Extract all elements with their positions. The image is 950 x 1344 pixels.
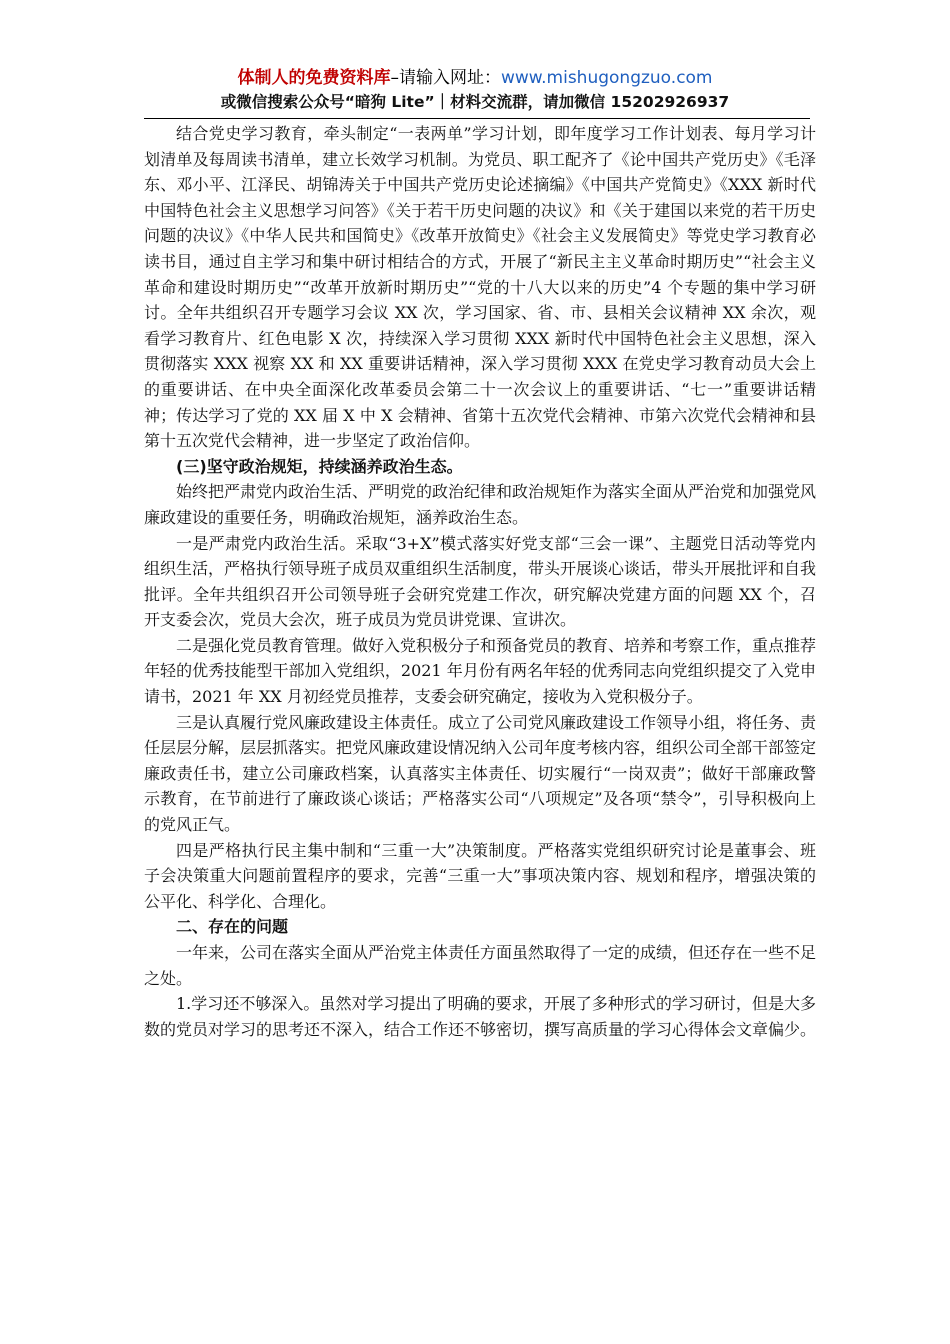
url-prompt: –请输入网址： [390,68,501,88]
paragraph-party-history-study: 结合党史学习教育，牵头制定“一表两单”学习计划，即年度学习工作计划表、每月学习计划清单及每周读书清单，建立长效学习机制。为党员、职工配齐了《论中国共产党历史》《毛泽东、邓小平、江泽民、胡锦涛关于中国共产党历史论述摘编》《中国共产党简史》《XXX 新时代中国特色社会主义思想学习问答》《关于若干历史问题的决议》和《关于建国以来党的若干历史问题的决议》《中华人民共和国简史》《改革开放简史》《社会主义发展简史》等党史学习教育必读书目，通过自主学习和集中研讨相结合的方式，开展了“新民主主义革命时期历史”“社会主义革命和建设时期历史”“改革开放新时期历史”“党的十八大以来的历史”4 个专题的集中学习研讨。全年共组织召开专题学习会议 XX 次，学习国家、省、市、县相关会议精神 XX 余次，观看学习教育片、红色电影 X 次，持续深入学习贯彻 XXX 新时代中国特色社会主义思想，深入贯彻落实 XXX 视察 XX 和 XX 重要讲话精神，深入学习贯彻 XXX 在党史学习教育动员大会上的重要讲话、在中央全面深化改革委员会第二十一次会议上的重要讲话、“七一”重要讲话精神；传达学习了党的 XX 届 X 中 X 会精神、省第十五次党代会精神、市第六次党代会精神和县第十五次党代会精神，进一步坚定了政治信仰。 [144,124,816,451]
brand-name: 体制人的免费资料库 [237,68,391,88]
paragraph-point-two: 二是强化党员教育管理。做好入党积极分子和预备党员的教育、培养和考察工作，重点推荐年轻的优秀技能型干部加入党组织，2021 年月份有两名年轻的优秀同志向党组织提交了入党申请书，2021 年 XX 月初经党员推荐，支委会研究确定，接收为入党积极分子。 [144,635,817,707]
paragraph-problem-one: 1.学习还不够深入。虽然对学习提出了明确的要求，开展了多种形式的学习研讨，但是大多数的党员对学习的思考还不深入，结合工作还不够密切，撰写高质量的学习心得体会文章偏少。 [144,994,817,1039]
paragraph-political-rules-intro: 始终把严肃党内政治生活、严明党的政治纪律和政治规矩作为落实全面从严治党和加强党风廉政建设的重要任务，明确政治规矩，涵养政治生态。 [144,482,817,527]
document-body [144,121,816,1042]
paragraph-problems-intro: 一年来，公司在落实全面从严治党主体责任方面虽然取得了一定的成绩，但还存在一些不足之处。 [144,943,817,988]
header-divider [144,118,810,119]
site-url-link[interactable]: www.mishugongzuo.com [500,68,713,88]
paragraph-point-three: 三是认真履行党风廉政建设主体责任。成立了公司党风廉政建设工作领导小组，将任务、责任层层分解，层层抓落实。把党风廉政建设情况纳入公司年度考核内容，组织公司全部干部签定廉政责任书，建立公司廉政档案，认真落实主体责任、切实履行“一岗双责”；做好干部廉政警示教育，在节前进行了廉政谈心谈话；严格落实公司“八项规定”及各项“禁令”，引导积极向上的党风正气。 [144,712,817,835]
section-heading-political-rules: (三)坚守政治规矩，持续涵养政治生态。 [176,456,463,476]
section-heading-problems: 二、存在的问题 [176,917,289,937]
header-line-1 [0,66,950,90]
paragraph-point-one: 一是严肃党内政治生活。采取“3+X”模式落实好党支部“三会一课”、主题党日活动等党内组织生活，严格执行领导班子成员双重组织生活制度，带头开展谈心谈话，带头开展批评和自我批评。全年共组织召开公司领导班子会研究党建工作次，研究解决党建方面的问题 XX 个，召开支委会次，党员大会次，班子成员为党员讲党课、宣讲次。 [144,533,817,630]
header-line-2: 或微信搜索公众号“暗狗 Lite”｜材料交流群，请加微信 15202926937 [220,93,730,111]
paragraph-point-four: 四是严格执行民主集中制和“三重一大”决策制度。严格落实党组织研究讨论是董事会、班子会决策重大问题前置程序的要求，完善“三重一大”事项决策内容、规划和程序，增强决策的公平化、科学化、合理化。 [144,840,816,911]
site-header [0,66,950,114]
